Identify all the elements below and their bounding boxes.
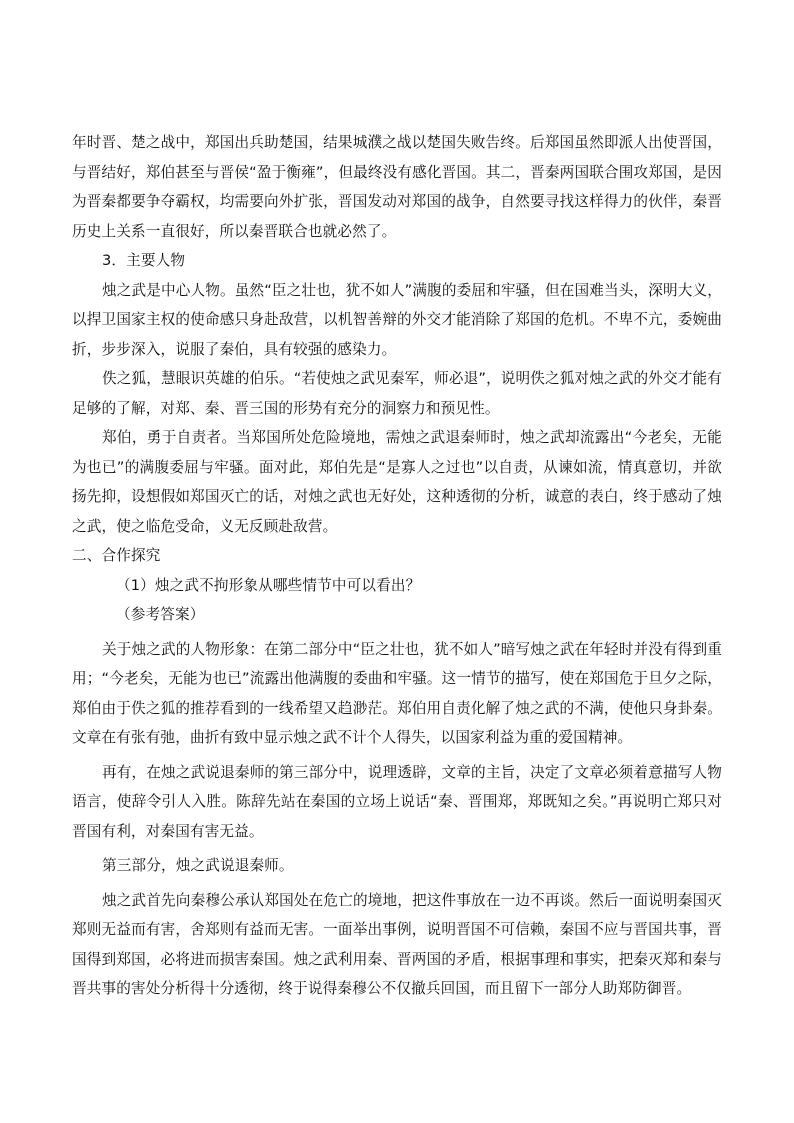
paragraph-yi-zhi-hu: 佚之狐，慧眼识英雄的伯乐。“若使烛之武见秦军，师必退”，说明佚之狐对烛之武的外交才能有足够的了解，对郑、秦、晋三国的形势有充分的洞察力和预见性。	[72, 370, 722, 417]
paragraph-third-part-analysis: 烛之武首先向秦穆公承认郑国处在危亡的境地，把这件事放在一边不再谈。然后一面说明秦国灭郑则无益而有害，舍郑则有益而无害。一面举出事例，说明晋国不可信赖，秦国不应与晋国共事，晋国得到郑国，必将进而损害秦国。烛之武利用秦、晋两国的矛盾，根据事理和事实，把秦灭郑和秦与晋共事的害处分析得十分透彻，终于说得秦穆公不仅撤兵回国，而且留下一部分人助郑防御晋。	[72, 891, 722, 997]
paragraph-answer-character-image: 关于烛之武的人物形象：在第二部分中“臣之壮也，犹不如人”暗写烛之武在年轻时并没有得到重用；“今老矣，无能为也已”流露出他满腹的委曲和牢骚。这一情节的描写，使在郑国危于旦夕之际，郑伯由于佚之狐的推荐看到的一线希望又趋渺茫。郑伯用自责化解了烛之武的不满，使他只身卦秦。文章在有张有弛，曲折有致中显示烛之武不计个人得失，以国家利益为重的爱国精神。	[72, 640, 722, 746]
paragraph-zheng-bo: 郑伯，勇于自责者。当郑国所处危险境地，需烛之武退秦师时，烛之武却流露出“今老矣，无能为也已”的满腹委屈与牢骚。面对此，郑伯先是“是寡人之过也”以自责，从谏如流，情真意切，并欲扬先抑，设想假如郑国灭亡的话，对烛之武也无好处，这种透彻的分析，诚意的表白，终于感动了烛之武，使之临危受命，义无反顾赴敌营。	[72, 429, 722, 535]
question-1: （1）烛之武不拘形象从哪些情节中可以看出？	[116, 576, 421, 594]
document-body	[72, 128, 722, 1004]
reference-answer-label: （参考答案）	[116, 606, 205, 623]
paragraph-background-continued: 年时晋、楚之战中，郑国出兵助楚国，结果城濮之战以楚国失败告终。后郑国虽然即派人出使晋国，与晋结好，郑伯甚至与晋侯“盈于衡雍”，但最终没有感化晋国。其二，晋秦两国联合围攻郑国，是因为晋秦都要争夺霸权，均需要向外扩张，晋国发动对郑国的战争，自然要寻找这样得力的伙伴，秦晋历史上关系一直很好，所以秦晋联合也就必然了。	[72, 134, 722, 240]
paragraph-zhu-zhi-wu: 烛之武是中心人物。虽然“臣之壮也，犹不如人”满腹的委屈和牢骚，但在国难当头，深明大义，以捍卫国家主权的使命感只身赴敌营，以机智善辩的外交才能消除了郑国的危机。不卑不亢，委婉曲折，步步深入，说服了秦伯，具有较强的感染力。	[72, 281, 722, 358]
section-heading-main-characters: 3．主要人物	[102, 252, 186, 269]
paragraph-third-part-heading: 第三部分，烛之武说退秦师。	[102, 857, 294, 874]
section-heading-cooperative-inquiry: 二、合作探究	[72, 547, 161, 564]
paragraph-answer-third-part: 再有，在烛之武说退秦师的第三部分中，说理透辟，文章的主旨，决定了文章必须着意描写人物语言，使辞令引人入胜。陈辞先站在秦国的立场上说话“秦、晋围郑，郑既知之矣。”再说明亡郑只对晋国有利，对秦国有害无益。	[72, 763, 722, 840]
